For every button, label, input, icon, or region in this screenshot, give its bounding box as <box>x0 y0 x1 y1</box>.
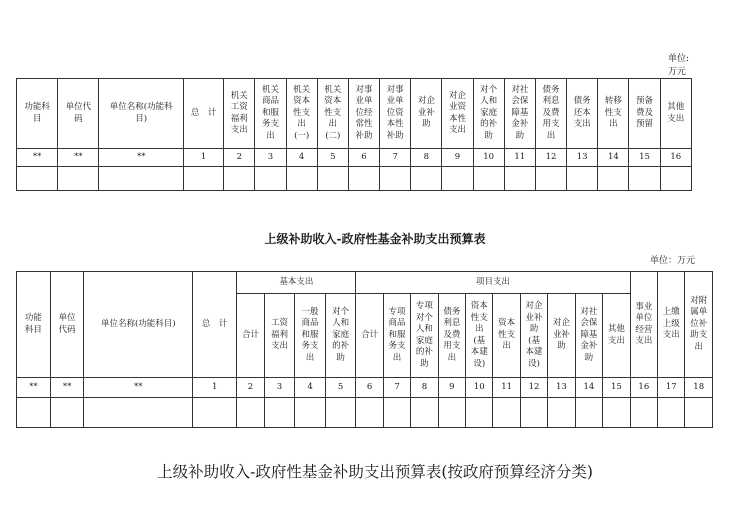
table1-index-cell-15: 13 <box>567 149 598 167</box>
table1-index-cell-16: 14 <box>598 149 629 167</box>
table2-empty-cell-2 <box>84 398 193 428</box>
table1-header-cell-4: 机关 工资 福利 支出 <box>224 79 255 149</box>
table2-sub-header-cell-1: 工资 福利 支出 <box>264 294 295 378</box>
table2-empty-cell-12 <box>466 398 493 428</box>
table2-index-cell-7: 5 <box>325 378 356 398</box>
table1-empty-cell-7 <box>317 167 348 191</box>
table2-header-name: 单位名称(功能科目) <box>84 272 193 378</box>
table2-empty-cell-18 <box>630 398 657 428</box>
table2-group-basic: 基本支出 <box>237 272 356 294</box>
table1-index-cell-5: 3 <box>255 149 286 167</box>
table1-index-cell-11: 9 <box>442 149 473 167</box>
table2-index-cell-19: 17 <box>658 378 685 398</box>
table1-header-cell-8: 对事 业单 位经 常性 补助 <box>348 79 379 149</box>
table2-empty-cell-16 <box>575 398 602 428</box>
table2-index-cell-1: ** <box>50 378 84 398</box>
table1-empty-cell-4 <box>224 167 255 191</box>
table2-index-cell-6: 4 <box>295 378 326 398</box>
table1-index-cell-17: 15 <box>629 149 660 167</box>
table2-sub-header-cell-7: 债务 利息 及费 用支 出 <box>438 294 465 378</box>
unit-label-top-line1: 单位: <box>668 54 690 64</box>
table2-header-func: 功能 科目 <box>17 272 51 378</box>
table2-empty-cell-17 <box>603 398 631 428</box>
table1-header-cell-13: 对社 会保 障基 金补 助 <box>504 79 535 149</box>
table1-header-cell-12: 对个 人和 家庭 的补 助 <box>473 79 504 149</box>
table2-empty-cell-7 <box>325 398 356 428</box>
table2-empty-cell-13 <box>493 398 520 428</box>
table2-index-cell-14: 12 <box>520 378 547 398</box>
table1-index-row <box>17 149 692 167</box>
table2-index-cell-11: 9 <box>438 378 465 398</box>
table1-index-cell-14: 12 <box>535 149 566 167</box>
table2-sub-header-cell-3: 对个 人和 家庭 的补 助 <box>325 294 356 378</box>
table2-sub-header-cell-11: 对企 业补 助 <box>548 294 575 378</box>
table2-empty-cell-14 <box>520 398 547 428</box>
table2-group-header-row <box>17 272 713 294</box>
table2-index-cell-8: 6 <box>356 378 383 398</box>
table2-index-cell-9: 7 <box>383 378 410 398</box>
table2-sub-header-cell-0: 合计 <box>237 294 264 378</box>
table2-empty-cell-10 <box>411 398 438 428</box>
unit-label-mid: 单位：万元 <box>650 256 696 266</box>
table2-sub-header-cell-2: 一般 商品 和服 务支 出 <box>295 294 326 378</box>
table1-header-cell-14: 债务 利息 及费 用支 出 <box>535 79 566 149</box>
table1-header-cell-9: 对事 业单 位资 本性 补助 <box>380 79 411 149</box>
table2-empty-cell-6 <box>295 398 326 428</box>
table1-title: 上级补助收入-政府性基金补助支出预算表 <box>264 232 486 246</box>
table1-header-cell-15: 债务 还本 支出 <box>567 79 598 149</box>
table2-index-cell-3: 1 <box>193 378 237 398</box>
table2-sub-header-cell-4: 合计 <box>356 294 383 378</box>
table1-empty-cell-10 <box>411 167 442 191</box>
budget-table-2 <box>16 271 713 428</box>
table2-index-cell-16: 14 <box>575 378 602 398</box>
table2-sub-header-cell-12: 对社 会保 障基 金补 助 <box>575 294 602 378</box>
table1-empty-cell-12 <box>473 167 504 191</box>
table1-index-cell-6: 4 <box>286 149 317 167</box>
table1-header-cell-18: 其他 支出 <box>660 79 691 149</box>
table2-sub-header-cell-10: 对企 业补 助 (基 本建 设) <box>520 294 547 378</box>
table1-empty-cell-2 <box>99 167 184 191</box>
budget-table-1 <box>16 78 692 191</box>
table2-empty-cell-8 <box>356 398 383 428</box>
table1-empty-cell-6 <box>286 167 317 191</box>
table2-header-upper: 上缴 上级 支出 <box>658 272 685 378</box>
table1-empty-cell-11 <box>442 167 473 191</box>
table1-header-cell-3: 总 计 <box>183 79 223 149</box>
table1-index-cell-13: 11 <box>504 149 535 167</box>
table2-index-cell-18: 16 <box>630 378 657 398</box>
table2-empty-cell-4 <box>237 398 264 428</box>
table1-header-cell-11: 对企 业资 本性 支出 <box>442 79 473 149</box>
table2-header-code: 单位 代码 <box>50 272 84 378</box>
unit-label-top <box>668 54 689 78</box>
table1-header-cell-7: 机关 资本 性支 出 (二) <box>317 79 348 149</box>
table1-index-cell-1: ** <box>58 149 99 167</box>
table1-index-cell-8: 6 <box>348 149 379 167</box>
table1-empty-cell-1 <box>58 167 99 191</box>
table2-empty-cell-9 <box>383 398 410 428</box>
table1-empty-cell-15 <box>567 167 598 191</box>
table2-header-sub: 对附 属单 位补 助支 出 <box>685 272 713 378</box>
table2-empty-cell-3 <box>193 398 237 428</box>
table1-index-cell-2: ** <box>99 149 184 167</box>
table2-empty-cell-1 <box>50 398 84 428</box>
table1-index-cell-12: 10 <box>473 149 504 167</box>
table2-empty-cell-20 <box>685 398 713 428</box>
table2-group-project: 项目支出 <box>356 272 630 294</box>
table2-sub-header-cell-9: 资本 性支 出 <box>493 294 520 378</box>
table1-empty-cell-17 <box>629 167 660 191</box>
table2-empty-cell-19 <box>658 398 685 428</box>
table2-index-cell-12: 10 <box>466 378 493 398</box>
table2-index-cell-0: ** <box>17 378 51 398</box>
table1-empty-cell-13 <box>504 167 535 191</box>
table2-sub-header-cell-8: 资本 性支 出 (基 本建 设) <box>466 294 493 378</box>
table1-index-cell-0: ** <box>17 149 58 167</box>
table1-empty-cell-3 <box>183 167 223 191</box>
table2-index-cell-4: 2 <box>237 378 264 398</box>
table2-empty-cell-5 <box>264 398 295 428</box>
table1-index-cell-18: 16 <box>660 149 691 167</box>
table2-sub-header-cell-13: 其他 支出 <box>603 294 631 378</box>
table1-header-cell-2: 单位名称(功能科 目) <box>99 79 184 149</box>
table1-empty-cell-16 <box>598 167 629 191</box>
table2-empty-cell-0 <box>17 398 51 428</box>
table1-empty-cell-14 <box>535 167 566 191</box>
table2-index-cell-17: 15 <box>603 378 631 398</box>
table1-header-cell-1: 单位代 码 <box>58 79 99 149</box>
table1-empty-cell-5 <box>255 167 286 191</box>
table1-empty-row <box>17 167 692 191</box>
table2-index-cell-20: 18 <box>685 378 713 398</box>
table2-index-cell-2: ** <box>84 378 193 398</box>
table2-index-cell-15: 13 <box>548 378 575 398</box>
table2-title: 上级补助收入-政府性基金补助支出预算表(按政府预算经济分类) <box>157 463 593 481</box>
table2-header-total: 总 计 <box>193 272 237 378</box>
table2-index-cell-10: 8 <box>411 378 438 398</box>
table1-empty-cell-18 <box>660 167 691 191</box>
table1-index-cell-4: 2 <box>224 149 255 167</box>
table1-header-cell-17: 预备 费及 预留 <box>629 79 660 149</box>
table1-empty-cell-0 <box>17 167 58 191</box>
table2-empty-cell-15 <box>548 398 575 428</box>
table1-header-cell-10: 对企 业补 助 <box>411 79 442 149</box>
table1-header-cell-0: 功能科 目 <box>17 79 58 149</box>
table1-header-row <box>17 79 692 149</box>
table1-index-cell-3: 1 <box>183 149 223 167</box>
table1-index-cell-9: 7 <box>380 149 411 167</box>
table2-header-biz: 事业 单位 经营 支出 <box>630 272 657 378</box>
unit-label-top-line2: 万元 <box>668 67 687 77</box>
table1-index-cell-7: 5 <box>317 149 348 167</box>
table2-sub-header-cell-5: 专项 商品 和服 务支 出 <box>383 294 410 378</box>
table1-empty-cell-9 <box>380 167 411 191</box>
table2-sub-header-cell-6: 专项 对个 人和 家庭 的补 助 <box>411 294 438 378</box>
table1-header-cell-16: 转移 性支 出 <box>598 79 629 149</box>
table2-index-row <box>17 378 713 398</box>
table2-empty-cell-11 <box>438 398 465 428</box>
table1-header-cell-5: 机关 商品 和服 务支 出 <box>255 79 286 149</box>
table2-index-cell-5: 3 <box>264 378 295 398</box>
table2-empty-row <box>17 398 713 428</box>
table1-empty-cell-8 <box>348 167 379 191</box>
table2-index-cell-13: 11 <box>493 378 520 398</box>
table1-index-cell-10: 8 <box>411 149 442 167</box>
table1-header-cell-6: 机关 资本 性支 出 (一) <box>286 79 317 149</box>
